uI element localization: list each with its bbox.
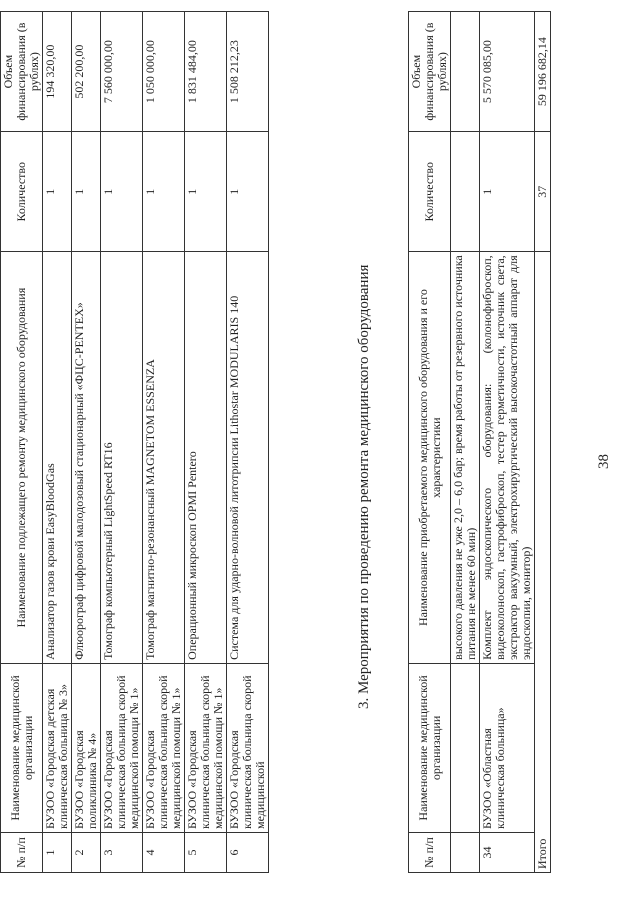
row-org: БУЗОО «Областная клиническая больница»	[480, 663, 535, 832]
row-amount: 502 200,00	[72, 12, 101, 132]
table-row	[480, 12, 535, 873]
table-header-row	[409, 12, 451, 873]
row-amount: 1 508 212,23	[227, 12, 269, 132]
header-amount: Объем финансирования (в рублях)	[409, 12, 451, 132]
row-qty: 1	[43, 132, 72, 252]
table-header-row	[1, 12, 43, 873]
row-desc: Томограф магнитно-резонансный MAGNETOM ESSENZA	[143, 252, 185, 664]
row-org: БУЗОО «Городская клиническая больница скорой медицинской	[227, 663, 269, 832]
row-qty: 1	[185, 132, 227, 252]
row-num: 4	[143, 832, 185, 872]
row-desc: Анализатор газов крови EasyBloodGas	[43, 252, 72, 664]
row-desc: Комплект эндоскопического оборудования: (колонофиброскоп, видеоколоноскоп, гастрофиброскоп, тестер герметичности, источник света, экстрактор вакуумный, электрохирургический высокочастотный аппарат для эндоскопии, монитор)	[480, 252, 535, 664]
row-qty: 1	[72, 132, 101, 252]
table-row	[72, 12, 101, 873]
row-org: БУЗОО «Городская детская клиническая больница № 3»	[43, 663, 72, 832]
row-amount: 7 560 000,00	[101, 12, 143, 132]
header-num: № п/п	[1, 832, 43, 872]
header-org: Наименование медицинской организации	[1, 663, 43, 832]
header-desc: Наименование подлежащего ремонту медицинского оборудования	[1, 252, 43, 664]
total-amount: 59 196 682,14	[535, 12, 551, 132]
total-qty: 37	[535, 132, 551, 252]
section-title: 3. Мероприятия по проведению ремонта медицинского оборудования	[356, 264, 372, 709]
header-qty: Количество	[409, 132, 451, 252]
row-desc: Операционный микроскоп OPMI Pentero	[185, 252, 227, 664]
row-amount: 194 320,00	[43, 12, 72, 132]
row-amount: 5 570 085,00	[480, 12, 535, 132]
table-row	[451, 12, 480, 873]
table-row	[185, 12, 227, 873]
table-row	[43, 12, 72, 873]
row-num: 6	[227, 832, 269, 872]
row-num: 1	[43, 832, 72, 872]
page-number: 38	[596, 454, 612, 469]
row-num: 2	[72, 832, 101, 872]
equipment-repair-table	[0, 11, 269, 873]
row-org: БУЗОО «Городская клиническая больница скорой медицинской помощи № 1»	[101, 663, 143, 832]
table-row	[101, 12, 143, 873]
row-qty: 1	[101, 132, 143, 252]
row-num: 3	[101, 832, 143, 872]
table-row	[227, 12, 269, 873]
header-org: Наименование медицинской организации	[409, 663, 451, 832]
row-org: БУЗОО «Городская клиническая больница скорой медицинской помощи № 1»	[185, 663, 227, 832]
header-desc: Наименование приобретаемого медицинского оборудования и его характеристики	[409, 252, 451, 664]
header-amount: Объем финансирования (в рублях)	[1, 12, 43, 132]
total-label: Итого	[535, 252, 551, 873]
row-num: 34	[480, 832, 535, 872]
row-qty: 1	[480, 132, 535, 252]
row-qty: 1	[143, 132, 185, 252]
row-amount: 1 050 000,00	[143, 12, 185, 132]
row-desc: высокого давления не уже 2,0 – 6,0 бар; время работы от резервного источника питания не менее 60 мин)	[451, 252, 480, 664]
header-num: № п/п	[409, 832, 451, 872]
row-qty: 1	[227, 132, 269, 252]
table-row	[143, 12, 185, 873]
row-desc: Флюорограф цифровой малодозовый стационарный «ФЦС-PENTEX»	[72, 252, 101, 664]
row-org: БУЗОО «Городская поликлиника № 4»	[72, 663, 101, 832]
row-org: БУЗОО «Городская клиническая больница скорой медицинской помощи № 1»	[143, 663, 185, 832]
row-num: 5	[185, 832, 227, 872]
header-qty: Количество	[1, 132, 43, 252]
row-amount: 1 831 484,00	[185, 12, 227, 132]
row-desc: Томограф компьютерный LightSpeed RT16	[101, 252, 143, 664]
row-desc: Система для ударно-волновой литотрипсии Lithostar MODULARIS 140	[227, 252, 269, 664]
equipment-purchase-table	[408, 11, 551, 873]
total-row	[535, 12, 551, 873]
